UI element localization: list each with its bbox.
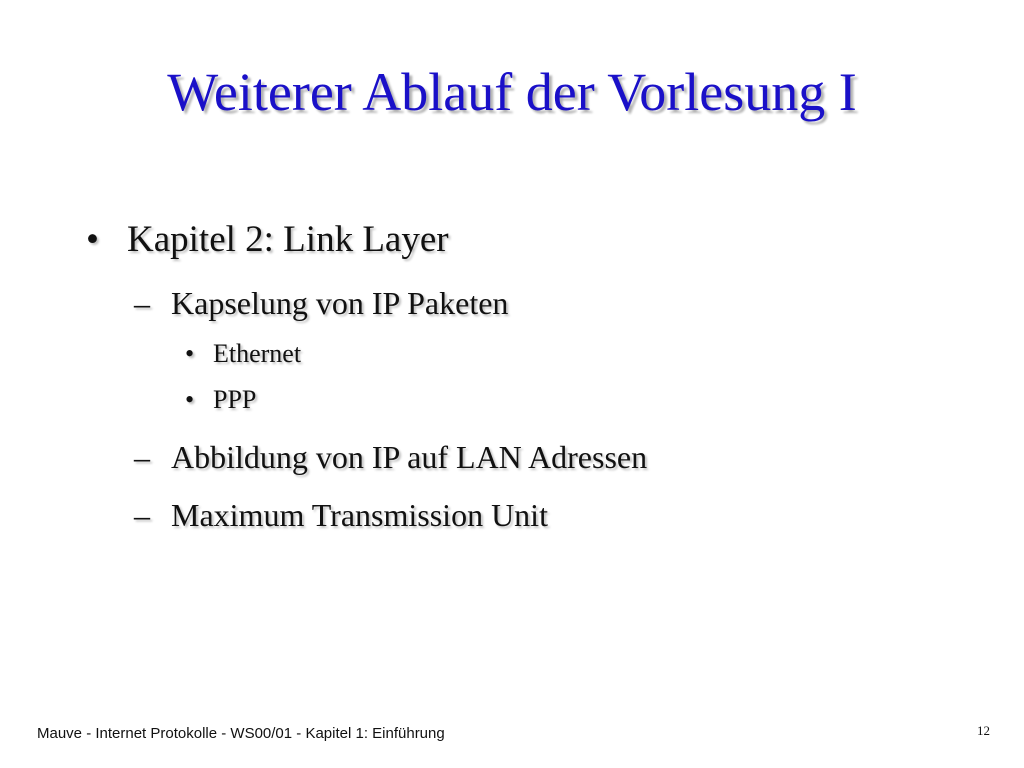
bullet-item-kapitel-2: Kapitel 2: Link Layer <box>127 219 449 260</box>
bullet-marker: • <box>86 219 99 260</box>
sub-item-mtu: Maximum Transmission Unit <box>171 497 548 533</box>
dash-marker: – <box>134 439 150 475</box>
sub-sub-item-ppp: PPP <box>213 385 257 414</box>
sub-item-kapselung: Kapselung von IP Paketen <box>171 285 509 321</box>
slide-footer: Mauve - Internet Protokolle - WS00/01 - Kapitel 1: Einführung <box>37 725 445 742</box>
sub-item-abbildung: Abbildung von IP auf LAN Adressen <box>171 439 648 475</box>
bullet-marker: • <box>185 339 195 368</box>
bullet-marker: • <box>185 385 195 414</box>
slide-title: Weiterer Ablauf der Vorlesung I <box>167 62 857 122</box>
page-number: 12 <box>977 723 990 738</box>
sub-sub-item-ethernet: Ethernet <box>213 339 302 368</box>
dash-marker: – <box>134 497 150 533</box>
dash-marker: – <box>134 285 150 321</box>
